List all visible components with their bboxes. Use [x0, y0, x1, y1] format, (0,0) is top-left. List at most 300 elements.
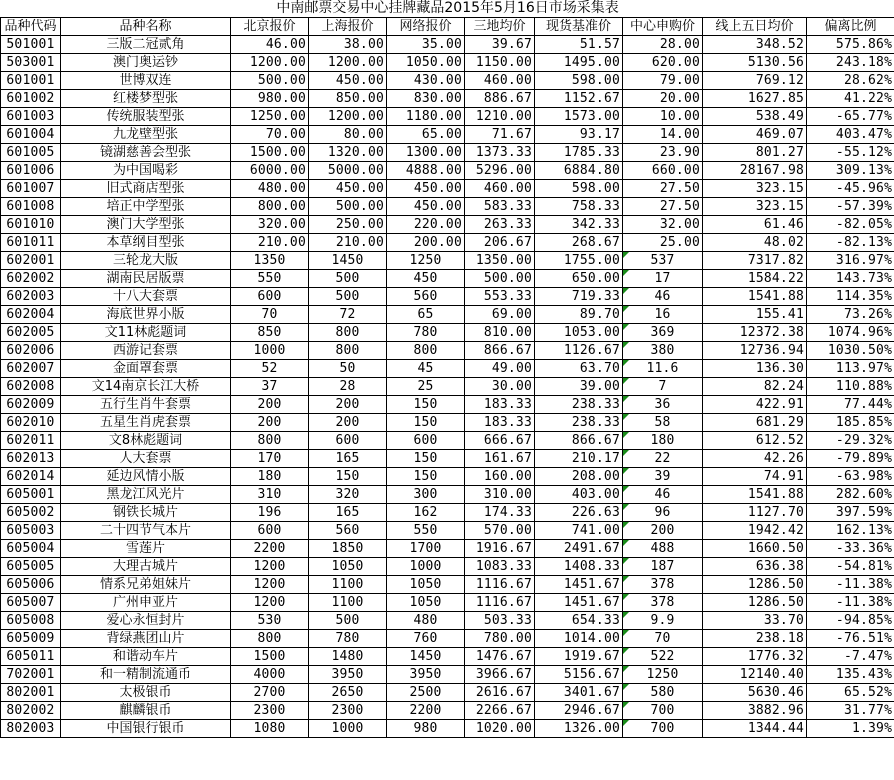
cell-online[interactable]: 35.00 [387, 36, 465, 54]
cell-spot[interactable]: 63.70 [535, 360, 623, 378]
cell-online[interactable]: 480 [387, 612, 465, 630]
cell-spot[interactable]: 5156.67 [535, 666, 623, 684]
cell-spot[interactable]: 866.67 [535, 432, 623, 450]
cell-online[interactable]: 830.00 [387, 90, 465, 108]
cell-beijing[interactable]: 210.00 [231, 234, 309, 252]
cell-subscribe[interactable]: 46 [623, 486, 703, 504]
cell-avg3[interactable]: 553.33 [465, 288, 535, 306]
header-avg5[interactable]: 线上五日均价 [703, 18, 807, 36]
cell-code[interactable]: 605003 [1, 522, 61, 540]
cell-spot[interactable]: 51.57 [535, 36, 623, 54]
cell-online[interactable]: 300 [387, 486, 465, 504]
cell-avg3[interactable]: 1020.00 [465, 720, 535, 738]
cell-avg5[interactable]: 12372.38 [703, 324, 807, 342]
cell-avg3[interactable]: 1476.67 [465, 648, 535, 666]
cell-subscribe[interactable]: 378 [623, 576, 703, 594]
cell-online[interactable]: 1700 [387, 540, 465, 558]
cell-name[interactable]: 旧式商店型张 [61, 180, 231, 198]
cell-shanghai[interactable]: 1480 [309, 648, 387, 666]
cell-beijing[interactable]: 70 [231, 306, 309, 324]
cell-subscribe[interactable]: 9.9 [623, 612, 703, 630]
cell-subscribe[interactable]: 537 [623, 252, 703, 270]
cell-online[interactable]: 150 [387, 414, 465, 432]
cell-online[interactable]: 550 [387, 522, 465, 540]
cell-avg5[interactable]: 28167.98 [703, 162, 807, 180]
cell-online[interactable]: 450.00 [387, 180, 465, 198]
cell-deviation[interactable]: 114.35% [807, 288, 894, 306]
cell-code[interactable]: 602009 [1, 396, 61, 414]
cell-beijing[interactable]: 530 [231, 612, 309, 630]
cell-code[interactable]: 601002 [1, 90, 61, 108]
cell-code[interactable]: 602007 [1, 360, 61, 378]
cell-spot[interactable]: 654.33 [535, 612, 623, 630]
cell-spot[interactable]: 1053.00 [535, 324, 623, 342]
cell-code[interactable]: 605005 [1, 558, 61, 576]
cell-name[interactable]: 三轮龙大版 [61, 252, 231, 270]
cell-spot[interactable]: 758.33 [535, 198, 623, 216]
cell-online[interactable]: 162 [387, 504, 465, 522]
cell-beijing[interactable]: 2300 [231, 702, 309, 720]
cell-code[interactable]: 601001 [1, 72, 61, 90]
cell-name[interactable]: 文14南京长江大桥 [61, 378, 231, 396]
cell-code[interactable]: 601007 [1, 180, 61, 198]
cell-code[interactable]: 802002 [1, 702, 61, 720]
cell-avg5[interactable]: 1344.44 [703, 720, 807, 738]
cell-shanghai[interactable]: 3950 [309, 666, 387, 684]
cell-avg5[interactable]: 155.41 [703, 306, 807, 324]
cell-avg5[interactable]: 82.24 [703, 378, 807, 396]
cell-avg5[interactable]: 1660.50 [703, 540, 807, 558]
cell-avg5[interactable]: 422.91 [703, 396, 807, 414]
cell-beijing[interactable]: 600 [231, 288, 309, 306]
cell-subscribe[interactable]: 20.00 [623, 90, 703, 108]
cell-avg5[interactable]: 769.12 [703, 72, 807, 90]
cell-subscribe[interactable]: 16 [623, 306, 703, 324]
cell-spot[interactable]: 1126.67 [535, 342, 623, 360]
cell-subscribe[interactable]: 22 [623, 450, 703, 468]
cell-beijing[interactable]: 180 [231, 468, 309, 486]
cell-beijing[interactable]: 310 [231, 486, 309, 504]
cell-deviation[interactable]: 1074.96% [807, 324, 894, 342]
cell-subscribe[interactable]: 17 [623, 270, 703, 288]
cell-name[interactable]: 麒麟银币 [61, 702, 231, 720]
cell-spot[interactable]: 226.63 [535, 504, 623, 522]
cell-name[interactable]: 二十四节气本片 [61, 522, 231, 540]
cell-name[interactable]: 镜湖慈善会型张 [61, 144, 231, 162]
cell-shanghai[interactable]: 800 [309, 342, 387, 360]
cell-avg5[interactable]: 323.15 [703, 180, 807, 198]
cell-name[interactable]: 文11林彪题词 [61, 324, 231, 342]
cell-online[interactable]: 1450 [387, 648, 465, 666]
cell-spot[interactable]: 210.17 [535, 450, 623, 468]
cell-name[interactable]: 培正中学型张 [61, 198, 231, 216]
cell-online[interactable]: 980 [387, 720, 465, 738]
cell-spot[interactable]: 208.00 [535, 468, 623, 486]
cell-avg5[interactable]: 1584.22 [703, 270, 807, 288]
cell-beijing[interactable]: 1500.00 [231, 144, 309, 162]
cell-beijing[interactable]: 2700 [231, 684, 309, 702]
cell-beijing[interactable]: 196 [231, 504, 309, 522]
cell-online[interactable]: 430.00 [387, 72, 465, 90]
cell-code[interactable]: 605004 [1, 540, 61, 558]
cell-spot[interactable]: 1451.67 [535, 576, 623, 594]
cell-deviation[interactable]: 28.62% [807, 72, 894, 90]
cell-online[interactable]: 1050 [387, 576, 465, 594]
cell-name[interactable]: 黑龙江风光片 [61, 486, 231, 504]
cell-shanghai[interactable]: 800 [309, 324, 387, 342]
cell-spot[interactable]: 89.70 [535, 306, 623, 324]
header-shanghai[interactable]: 上海报价 [309, 18, 387, 36]
cell-code[interactable]: 602010 [1, 414, 61, 432]
cell-spot[interactable]: 719.33 [535, 288, 623, 306]
header-name[interactable]: 品种名称 [61, 18, 231, 36]
cell-beijing[interactable]: 1350 [231, 252, 309, 270]
cell-avg3[interactable]: 183.33 [465, 414, 535, 432]
cell-shanghai[interactable]: 200 [309, 396, 387, 414]
cell-subscribe[interactable]: 11.6 [623, 360, 703, 378]
cell-subscribe[interactable]: 10.00 [623, 108, 703, 126]
cell-beijing[interactable]: 52 [231, 360, 309, 378]
cell-spot[interactable]: 1408.33 [535, 558, 623, 576]
cell-shanghai[interactable]: 5000.00 [309, 162, 387, 180]
cell-avg5[interactable]: 238.18 [703, 630, 807, 648]
cell-beijing[interactable]: 600 [231, 522, 309, 540]
cell-avg3[interactable]: 5296.00 [465, 162, 535, 180]
cell-online[interactable]: 600 [387, 432, 465, 450]
cell-subscribe[interactable]: 23.90 [623, 144, 703, 162]
cell-name[interactable]: 广州申亚片 [61, 594, 231, 612]
cell-name[interactable]: 金面罩套票 [61, 360, 231, 378]
cell-code[interactable]: 602011 [1, 432, 61, 450]
cell-deviation[interactable]: -57.39% [807, 198, 894, 216]
cell-name[interactable]: 西游记套票 [61, 342, 231, 360]
cell-avg5[interactable]: 1127.70 [703, 504, 807, 522]
cell-avg5[interactable]: 323.15 [703, 198, 807, 216]
cell-spot[interactable]: 342.33 [535, 216, 623, 234]
cell-deviation[interactable]: -76.51% [807, 630, 894, 648]
cell-deviation[interactable]: 31.77% [807, 702, 894, 720]
cell-avg3[interactable]: 1083.33 [465, 558, 535, 576]
cell-subscribe[interactable]: 96 [623, 504, 703, 522]
cell-code[interactable]: 602001 [1, 252, 61, 270]
cell-beijing[interactable]: 480.00 [231, 180, 309, 198]
cell-shanghai[interactable]: 1100 [309, 594, 387, 612]
cell-avg5[interactable]: 801.27 [703, 144, 807, 162]
cell-avg5[interactable]: 12140.40 [703, 666, 807, 684]
cell-deviation[interactable]: -82.05% [807, 216, 894, 234]
cell-avg5[interactable]: 7317.82 [703, 252, 807, 270]
cell-spot[interactable]: 1495.00 [535, 54, 623, 72]
cell-subscribe[interactable]: 580 [623, 684, 703, 702]
cell-deviation[interactable]: -29.32% [807, 432, 894, 450]
cell-beijing[interactable]: 1000 [231, 342, 309, 360]
cell-beijing[interactable]: 850 [231, 324, 309, 342]
cell-deviation[interactable]: 575.86% [807, 36, 894, 54]
cell-shanghai[interactable]: 1000 [309, 720, 387, 738]
cell-beijing[interactable]: 200 [231, 396, 309, 414]
cell-avg3[interactable]: 500.00 [465, 270, 535, 288]
cell-shanghai[interactable]: 28 [309, 378, 387, 396]
cell-avg5[interactable]: 1942.42 [703, 522, 807, 540]
cell-name[interactable]: 情系兄弟姐妹片 [61, 576, 231, 594]
cell-code[interactable]: 601006 [1, 162, 61, 180]
cell-beijing[interactable]: 37 [231, 378, 309, 396]
cell-shanghai[interactable]: 500 [309, 612, 387, 630]
cell-spot[interactable]: 1152.67 [535, 90, 623, 108]
cell-subscribe[interactable]: 46 [623, 288, 703, 306]
cell-code[interactable]: 601010 [1, 216, 61, 234]
cell-code[interactable]: 602003 [1, 288, 61, 306]
cell-shanghai[interactable]: 1200.00 [309, 54, 387, 72]
cell-beijing[interactable]: 1250.00 [231, 108, 309, 126]
header-spot[interactable]: 现货基准价 [535, 18, 623, 36]
cell-name[interactable]: 九龙壁型张 [61, 126, 231, 144]
cell-shanghai[interactable]: 250.00 [309, 216, 387, 234]
cell-beijing[interactable]: 1200 [231, 576, 309, 594]
cell-name[interactable]: 大理古城片 [61, 558, 231, 576]
cell-spot[interactable]: 1755.00 [535, 252, 623, 270]
cell-online[interactable]: 3950 [387, 666, 465, 684]
cell-shanghai[interactable]: 450.00 [309, 180, 387, 198]
cell-beijing[interactable]: 2200 [231, 540, 309, 558]
cell-avg5[interactable]: 136.30 [703, 360, 807, 378]
cell-shanghai[interactable]: 2650 [309, 684, 387, 702]
cell-beijing[interactable]: 800 [231, 630, 309, 648]
cell-beijing[interactable]: 1080 [231, 720, 309, 738]
cell-beijing[interactable]: 70.00 [231, 126, 309, 144]
cell-spot[interactable]: 39.00 [535, 378, 623, 396]
cell-subscribe[interactable]: 14.00 [623, 126, 703, 144]
cell-spot[interactable]: 1326.00 [535, 720, 623, 738]
cell-subscribe[interactable]: 380 [623, 342, 703, 360]
cell-avg3[interactable]: 460.00 [465, 180, 535, 198]
cell-code[interactable]: 702001 [1, 666, 61, 684]
cell-avg3[interactable]: 1116.67 [465, 576, 535, 594]
cell-spot[interactable]: 1014.00 [535, 630, 623, 648]
cell-spot[interactable]: 2491.67 [535, 540, 623, 558]
cell-online[interactable]: 220.00 [387, 216, 465, 234]
cell-code[interactable]: 602014 [1, 468, 61, 486]
cell-deviation[interactable]: -54.81% [807, 558, 894, 576]
cell-spot[interactable]: 1785.33 [535, 144, 623, 162]
cell-shanghai[interactable]: 1850 [309, 540, 387, 558]
cell-shanghai[interactable]: 1050 [309, 558, 387, 576]
cell-deviation[interactable]: 1030.50% [807, 342, 894, 360]
cell-subscribe[interactable]: 620.00 [623, 54, 703, 72]
cell-beijing[interactable]: 800.00 [231, 198, 309, 216]
cell-subscribe[interactable]: 700 [623, 702, 703, 720]
cell-shanghai[interactable]: 1200.00 [309, 108, 387, 126]
cell-avg3[interactable]: 666.67 [465, 432, 535, 450]
cell-online[interactable]: 45 [387, 360, 465, 378]
cell-deviation[interactable]: 73.26% [807, 306, 894, 324]
cell-spot[interactable]: 1919.67 [535, 648, 623, 666]
cell-online[interactable]: 560 [387, 288, 465, 306]
cell-shanghai[interactable]: 165 [309, 504, 387, 522]
cell-avg3[interactable]: 1350.00 [465, 252, 535, 270]
cell-name[interactable]: 文8林彪题词 [61, 432, 231, 450]
cell-name[interactable]: 雪莲片 [61, 540, 231, 558]
cell-deviation[interactable]: 403.47% [807, 126, 894, 144]
cell-name[interactable]: 十八大套票 [61, 288, 231, 306]
cell-spot[interactable]: 403.00 [535, 486, 623, 504]
cell-online[interactable]: 150 [387, 468, 465, 486]
cell-code[interactable]: 605009 [1, 630, 61, 648]
cell-subscribe[interactable]: 378 [623, 594, 703, 612]
cell-avg5[interactable]: 12736.94 [703, 342, 807, 360]
cell-avg5[interactable]: 1286.50 [703, 594, 807, 612]
header-online[interactable]: 网络报价 [387, 18, 465, 36]
cell-deviation[interactable]: -79.89% [807, 450, 894, 468]
cell-online[interactable]: 2200 [387, 702, 465, 720]
cell-code[interactable]: 605008 [1, 612, 61, 630]
cell-deviation[interactable]: 162.13% [807, 522, 894, 540]
cell-subscribe[interactable]: 1250 [623, 666, 703, 684]
cell-avg3[interactable]: 160.00 [465, 468, 535, 486]
cell-shanghai[interactable]: 165 [309, 450, 387, 468]
cell-deviation[interactable]: 282.60% [807, 486, 894, 504]
cell-spot[interactable]: 598.00 [535, 72, 623, 90]
cell-online[interactable]: 2500 [387, 684, 465, 702]
cell-name[interactable]: 中国银行银币 [61, 720, 231, 738]
cell-avg3[interactable]: 3966.67 [465, 666, 535, 684]
cell-name[interactable]: 澳门奥运钞 [61, 54, 231, 72]
cell-name[interactable]: 延边风情小版 [61, 468, 231, 486]
cell-spot[interactable]: 650.00 [535, 270, 623, 288]
cell-name[interactable]: 太极银币 [61, 684, 231, 702]
cell-online[interactable]: 150 [387, 396, 465, 414]
cell-deviation[interactable]: -82.13% [807, 234, 894, 252]
cell-avg5[interactable]: 612.52 [703, 432, 807, 450]
cell-online[interactable]: 65 [387, 306, 465, 324]
cell-code[interactable]: 605001 [1, 486, 61, 504]
cell-avg3[interactable]: 183.33 [465, 396, 535, 414]
cell-avg3[interactable]: 583.33 [465, 198, 535, 216]
cell-online[interactable]: 1180.00 [387, 108, 465, 126]
cell-avg3[interactable]: 2616.67 [465, 684, 535, 702]
cell-shanghai[interactable]: 1450 [309, 252, 387, 270]
cell-avg5[interactable]: 538.49 [703, 108, 807, 126]
cell-code[interactable]: 601004 [1, 126, 61, 144]
cell-spot[interactable]: 6884.80 [535, 162, 623, 180]
cell-shanghai[interactable]: 80.00 [309, 126, 387, 144]
cell-deviation[interactable]: 316.97% [807, 252, 894, 270]
cell-online[interactable]: 1250 [387, 252, 465, 270]
cell-avg5[interactable]: 469.07 [703, 126, 807, 144]
header-code[interactable]: 品种代码 [1, 18, 61, 36]
cell-avg3[interactable]: 1116.67 [465, 594, 535, 612]
cell-avg5[interactable]: 48.02 [703, 234, 807, 252]
cell-deviation[interactable]: 135.43% [807, 666, 894, 684]
cell-online[interactable]: 65.00 [387, 126, 465, 144]
cell-subscribe[interactable]: 79.00 [623, 72, 703, 90]
cell-name[interactable]: 五行生肖牛套票 [61, 396, 231, 414]
cell-avg5[interactable]: 1286.50 [703, 576, 807, 594]
cell-online[interactable]: 1300.00 [387, 144, 465, 162]
cell-shanghai[interactable]: 50 [309, 360, 387, 378]
cell-subscribe[interactable]: 36 [623, 396, 703, 414]
cell-avg3[interactable]: 886.67 [465, 90, 535, 108]
cell-avg3[interactable]: 1916.67 [465, 540, 535, 558]
cell-shanghai[interactable]: 780 [309, 630, 387, 648]
cell-code[interactable]: 802003 [1, 720, 61, 738]
cell-beijing[interactable]: 1200 [231, 558, 309, 576]
cell-deviation[interactable]: -65.77% [807, 108, 894, 126]
cell-deviation[interactable]: -63.98% [807, 468, 894, 486]
cell-deviation[interactable]: -33.36% [807, 540, 894, 558]
cell-spot[interactable]: 268.67 [535, 234, 623, 252]
cell-shanghai[interactable]: 2300 [309, 702, 387, 720]
cell-beijing[interactable]: 1200.00 [231, 54, 309, 72]
cell-subscribe[interactable]: 27.50 [623, 180, 703, 198]
cell-deviation[interactable]: -11.38% [807, 594, 894, 612]
cell-avg5[interactable]: 42.26 [703, 450, 807, 468]
cell-subscribe[interactable]: 200 [623, 522, 703, 540]
cell-beijing[interactable]: 170 [231, 450, 309, 468]
cell-spot[interactable]: 3401.67 [535, 684, 623, 702]
cell-beijing[interactable]: 800 [231, 432, 309, 450]
cell-online[interactable]: 760 [387, 630, 465, 648]
cell-subscribe[interactable]: 180 [623, 432, 703, 450]
cell-name[interactable]: 和谐动车片 [61, 648, 231, 666]
cell-subscribe[interactable]: 25.00 [623, 234, 703, 252]
cell-spot[interactable]: 238.33 [535, 396, 623, 414]
cell-name[interactable]: 世博双连 [61, 72, 231, 90]
cell-deviation[interactable]: 185.85% [807, 414, 894, 432]
cell-shanghai[interactable]: 500 [309, 270, 387, 288]
cell-code[interactable]: 503001 [1, 54, 61, 72]
cell-shanghai[interactable]: 450.00 [309, 72, 387, 90]
cell-beijing[interactable]: 550 [231, 270, 309, 288]
cell-deviation[interactable]: -55.12% [807, 144, 894, 162]
cell-code[interactable]: 602013 [1, 450, 61, 468]
cell-subscribe[interactable]: 522 [623, 648, 703, 666]
cell-deviation[interactable]: -45.96% [807, 180, 894, 198]
cell-avg5[interactable]: 74.91 [703, 468, 807, 486]
header-avg3[interactable]: 三地均价 [465, 18, 535, 36]
cell-subscribe[interactable]: 187 [623, 558, 703, 576]
cell-spot[interactable]: 238.33 [535, 414, 623, 432]
cell-avg5[interactable]: 61.46 [703, 216, 807, 234]
cell-deviation[interactable]: 143.73% [807, 270, 894, 288]
cell-deviation[interactable]: 309.13% [807, 162, 894, 180]
cell-name[interactable]: 为中国喝彩 [61, 162, 231, 180]
cell-name[interactable]: 钢铁长城片 [61, 504, 231, 522]
cell-deviation[interactable]: 77.44% [807, 396, 894, 414]
cell-beijing[interactable]: 1500 [231, 648, 309, 666]
cell-code[interactable]: 602002 [1, 270, 61, 288]
cell-subscribe[interactable]: 700 [623, 720, 703, 738]
cell-deviation[interactable]: 397.59% [807, 504, 894, 522]
cell-spot[interactable]: 1573.00 [535, 108, 623, 126]
cell-name[interactable]: 本草纲目型张 [61, 234, 231, 252]
cell-avg3[interactable]: 503.33 [465, 612, 535, 630]
cell-code[interactable]: 501001 [1, 36, 61, 54]
cell-name[interactable]: 爱心永恒封片 [61, 612, 231, 630]
cell-avg3[interactable]: 161.67 [465, 450, 535, 468]
cell-deviation[interactable]: -7.47% [807, 648, 894, 666]
cell-avg3[interactable]: 810.00 [465, 324, 535, 342]
cell-name[interactable]: 五星生肖虎套票 [61, 414, 231, 432]
cell-spot[interactable]: 2946.67 [535, 702, 623, 720]
cell-beijing[interactable]: 200 [231, 414, 309, 432]
cell-deviation[interactable]: 113.97% [807, 360, 894, 378]
cell-code[interactable]: 605002 [1, 504, 61, 522]
cell-deviation[interactable]: -94.85% [807, 612, 894, 630]
cell-online[interactable]: 780 [387, 324, 465, 342]
cell-avg3[interactable]: 71.67 [465, 126, 535, 144]
cell-subscribe[interactable]: 27.50 [623, 198, 703, 216]
